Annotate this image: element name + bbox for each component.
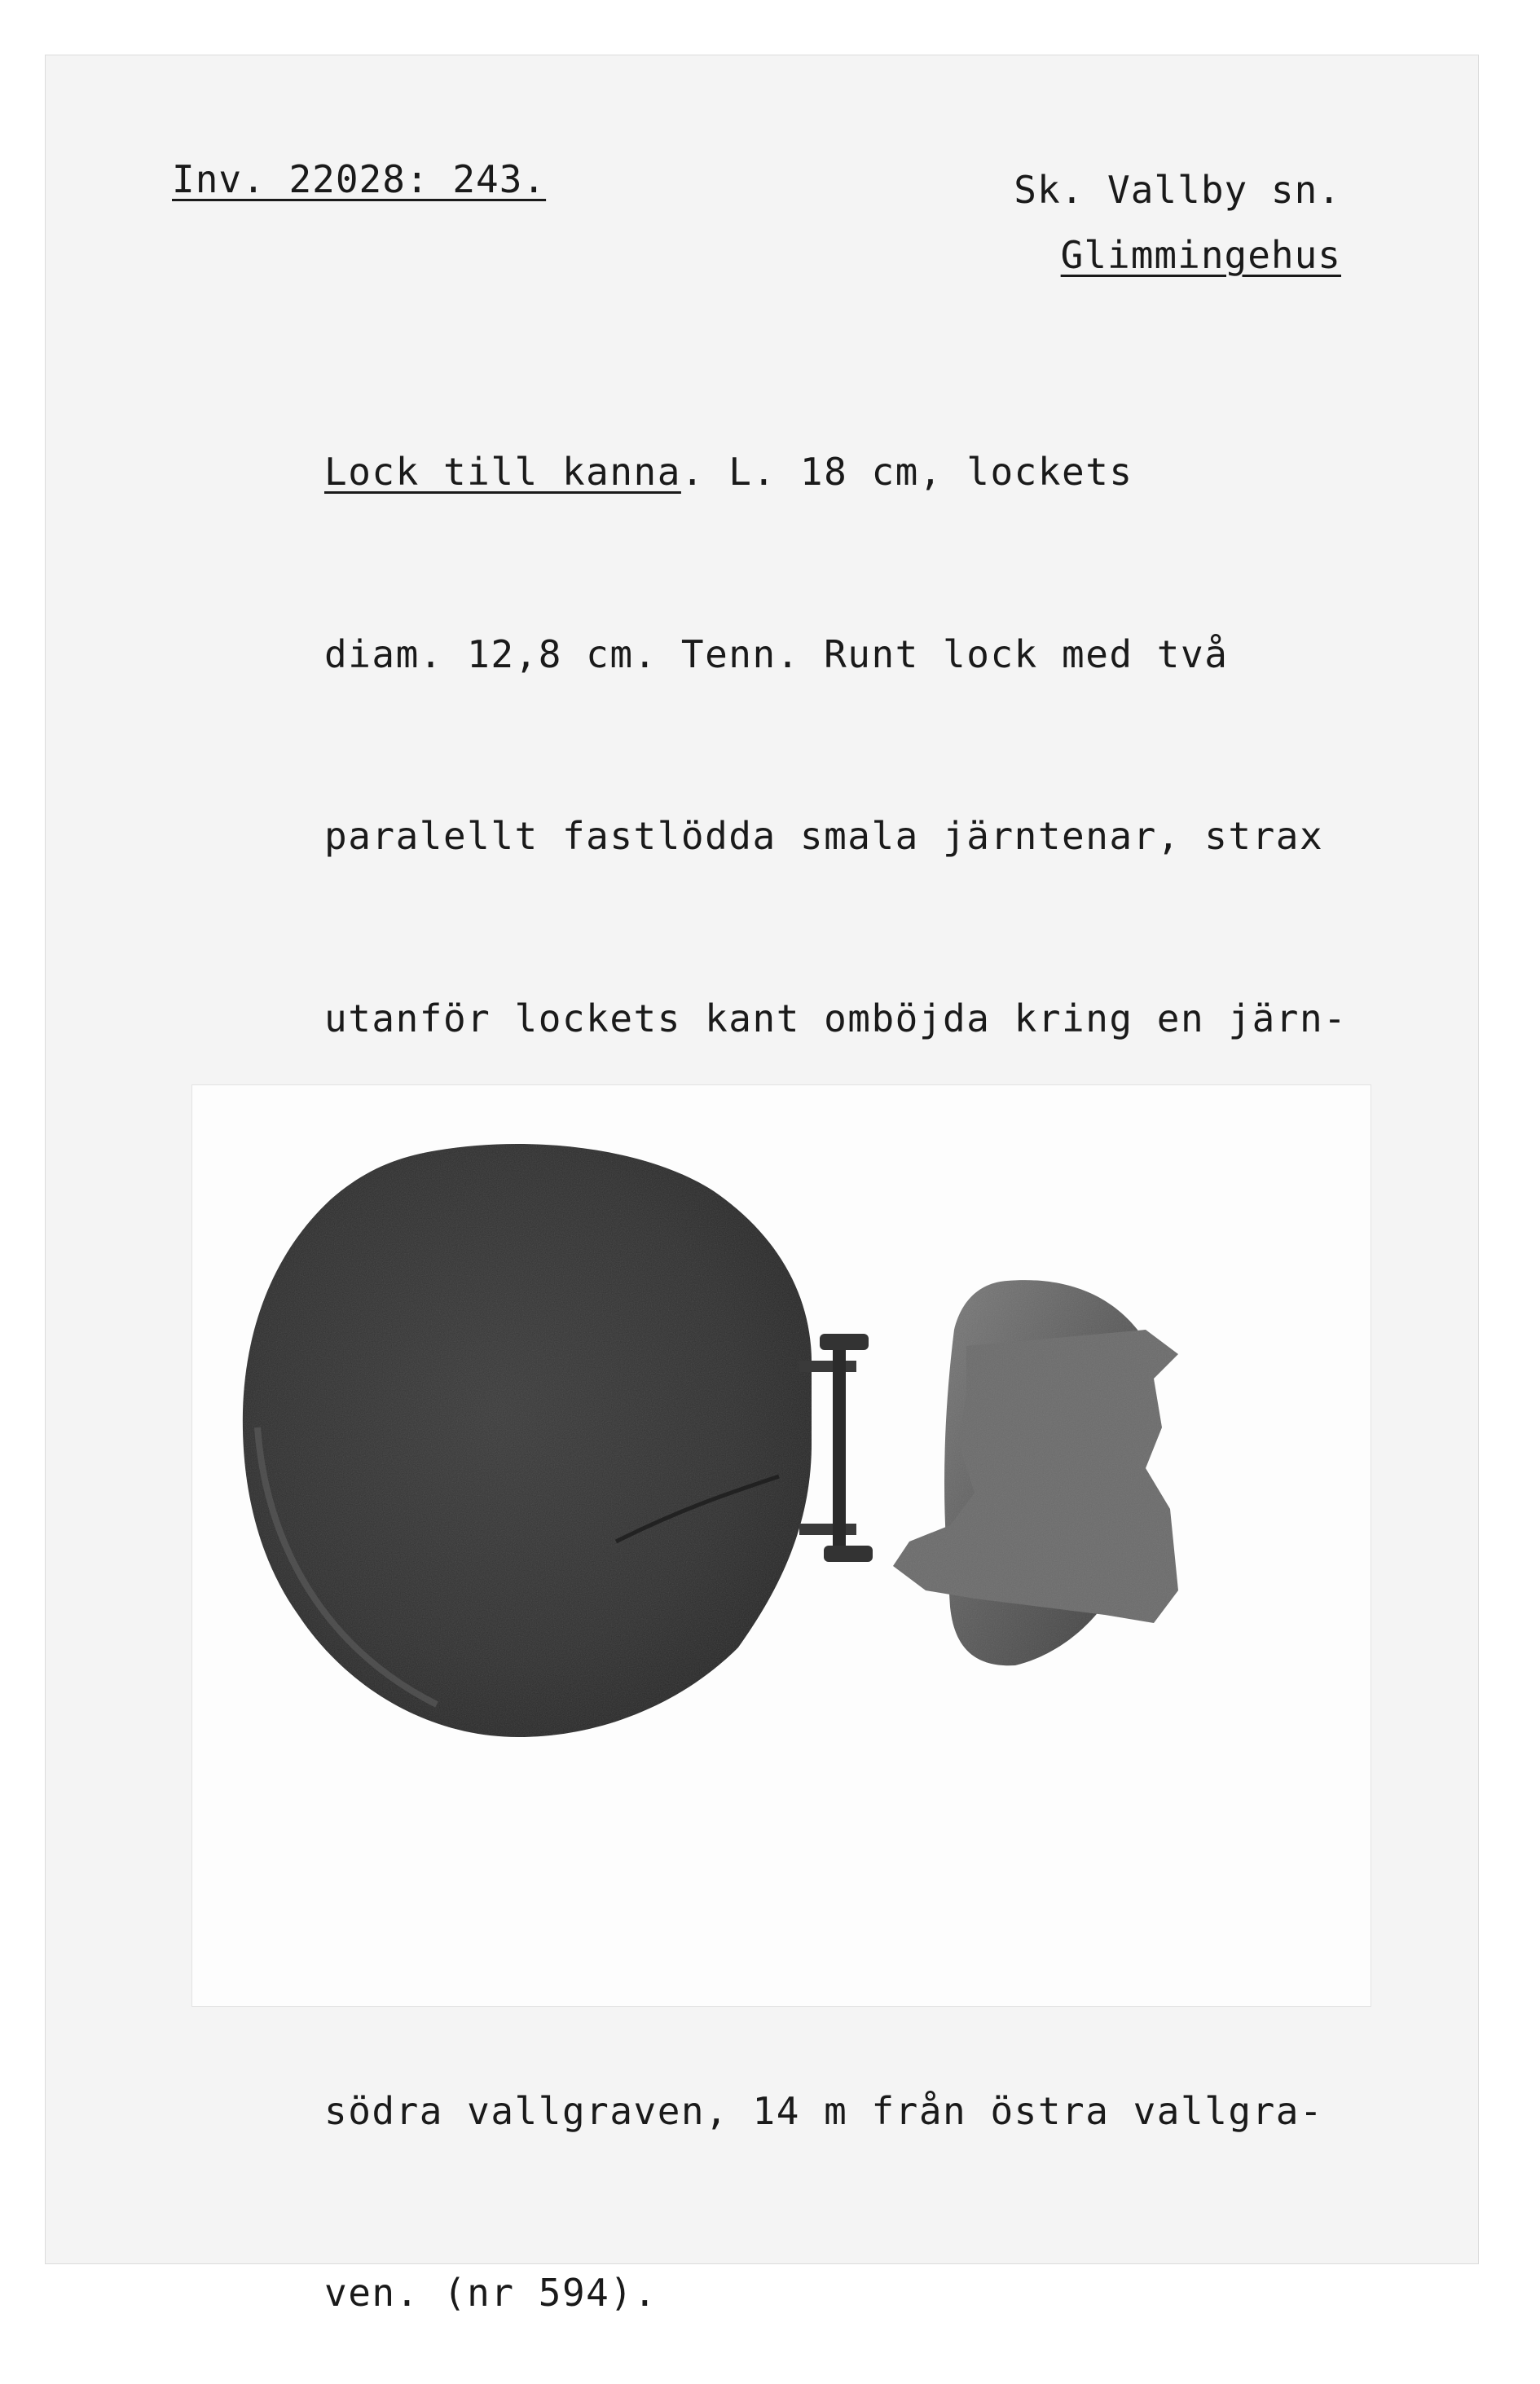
parish-label: Sk. Vallby sn. [1014, 168, 1341, 212]
description-line: diam. 12,8 cm. Tenn. Runt lock med två [324, 631, 1229, 676]
description-line: utanför lockets kant omböjda kring en järn- [324, 996, 1348, 1040]
iron-strap-lower [799, 1524, 856, 1535]
description-line: södra vallgraven, 14 m från östra vallgra- [324, 2088, 1324, 2133]
find-location [1014, 157, 1341, 288]
object-photograph [192, 1085, 1371, 2006]
site-label: Glimmingehus [1060, 233, 1341, 277]
description-line: ven. (nr 594). [324, 2271, 658, 2315]
iron-strap-upper [799, 1361, 856, 1372]
pewter-lid-image [192, 1085, 1371, 2006]
inventory-number: Inv. 22028: 243. [172, 157, 547, 201]
object-title: Lock till kanna [324, 450, 681, 494]
iron-axle [833, 1346, 846, 1554]
description-line: paralellt fastlödda smala järntenar, strax [324, 814, 1324, 858]
description-line-1: Lock till kanna. L. 18 cm, lockets [324, 450, 1133, 494]
